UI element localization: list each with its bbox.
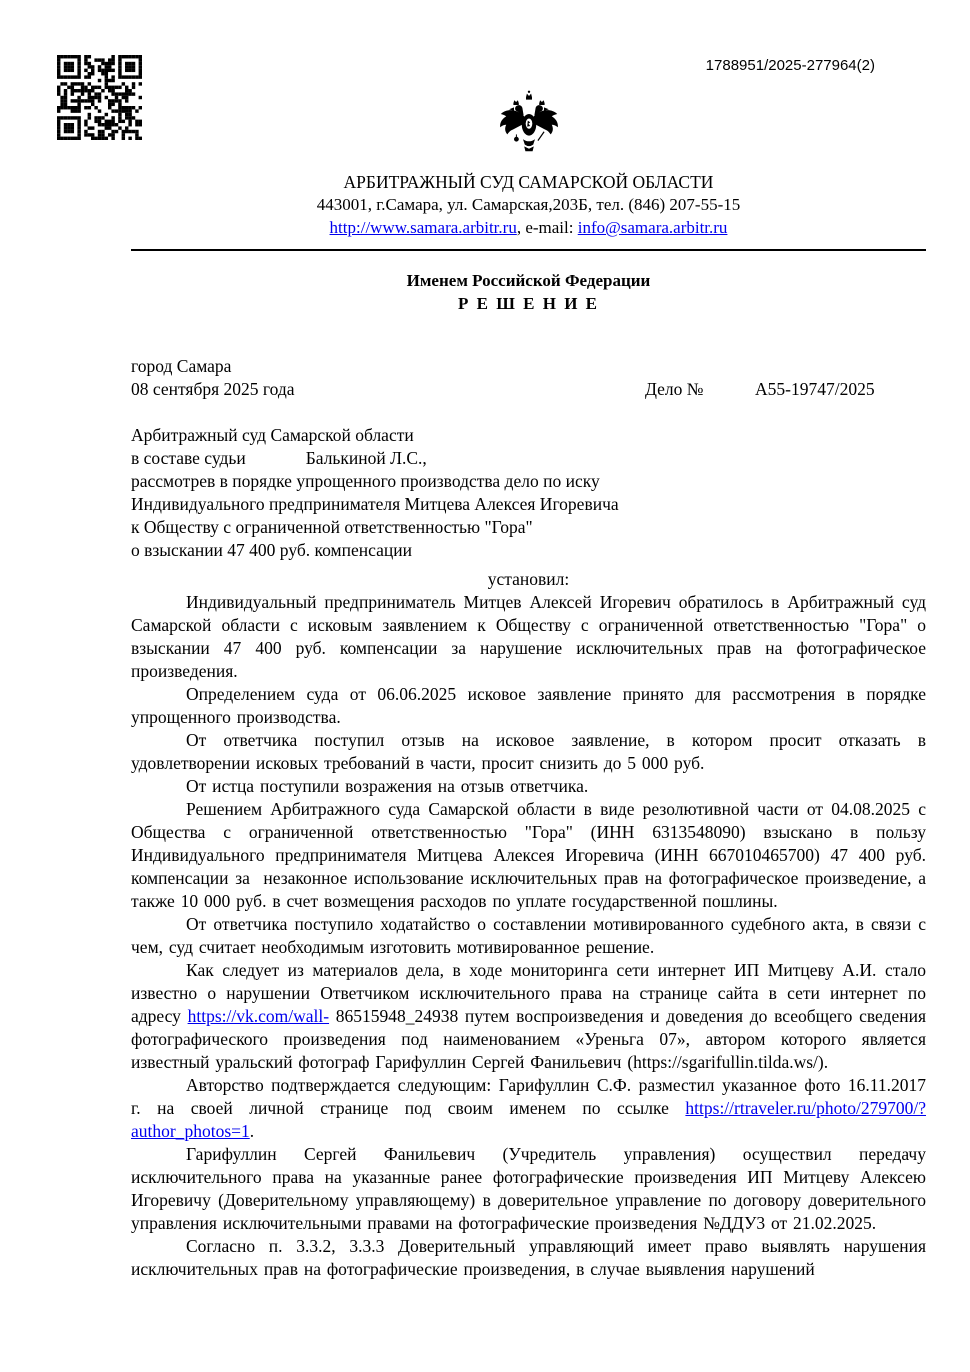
decision-date: 08 сентября 2025 года	[131, 379, 295, 399]
paragraph-text: От ответчика поступил отзыв на исковое заявление, в котором просит отказать в удовлетворении исковых требований в части, просит снизить до 5 000 руб.	[131, 730, 926, 773]
paragraph	[131, 1235, 926, 1281]
court-address: 443001, г.Самара, ул. Самарская,203Б, тел. (846) 207-55-15	[316, 195, 741, 214]
inline-link[interactable]: https://vk.com/wall-	[187, 1006, 330, 1026]
city-line: город Самара	[131, 356, 232, 376]
paragraph	[131, 775, 926, 798]
date-case-row	[131, 378, 926, 401]
paragraph-text: От ответчика поступило ходатайство о составлении мотивированного судебного акта, в связи с чем, суд считает необходимым изготовить мотивированное решение.	[131, 914, 926, 957]
court-website-link[interactable]: http://www.samara.arbitr.ru	[329, 218, 517, 237]
paragraph	[131, 913, 926, 959]
court-contacts	[131, 216, 926, 239]
court-name: АРБИТРАЖНЫЙ СУД САМАРСКОЙ ОБЛАСТИ	[343, 172, 714, 192]
composition-defendant: к Обществу с ограниченной ответственностью "Гора"	[131, 517, 533, 537]
header-divider	[131, 249, 926, 251]
coat-of-arms-icon	[496, 90, 562, 162]
paragraph-text: Определением суда от 06.06.2025 исковое заявление принято для рассмотрения в порядке упрощенного производства.	[131, 684, 926, 727]
paragraph	[131, 798, 926, 913]
paragraph	[131, 959, 926, 1074]
document-number: 1788951/2025-277964(2)	[705, 57, 875, 74]
paragraph-text: Решением Арбитражного суда Самарской области в виде резолютивной части от 04.08.2025 с Общества с ограниченной ответственностью "Гора" (ИНН 6313548090) взыскано в пользу Индивидуального предпринимателя Митцева Алексея Игоревича (ИНН 667010465700) 47 400 руб. компенсации за незаконное использование исключительных прав на фотографическое произведение, а также 10 000 руб. в счет возмещения расходов по уплате государственной пошлины.	[131, 799, 926, 911]
paragraph-text: Гарифуллин Сергей Фанильевич (Учредитель управления) осуществил передачу исключительного права на указанные ранее фотографические произведения ИП Митцеву Алексею Игоревичу (Доверительному управляющему) в доверительное управление по договору доверительного управления исключительными правами на фотографические произведения №ДДУ3 от 21.02.2025.	[131, 1144, 926, 1233]
paragraph-text: 86515948_24938 путем воспроизведения и доведения до всеобщего сведения фотографического произведения под наименованием «Уреньга 07», автором которого является известный уральский фотограф Гарифуллин Сергей Фанильевич (https://sgarifullin.tilda.ws/).	[131, 1006, 926, 1072]
composition-judge	[131, 447, 926, 470]
paragraph-text: Авторство подтверждается следующим: Гарифуллин С.Ф. разместил указанное фото 16.11.2017 г. на своей личной странице под своим именем по ссылке	[131, 1075, 926, 1118]
decision-title: Р Е Ш Е Н И Е	[457, 294, 599, 313]
composition-plaintiff: Индивидуального предпринимателя Митцева Алексея Игоревича	[131, 494, 619, 514]
paragraph-text: Согласно п. 3.3.2, 3.3.3 Доверительный управляющий имеет право выявлять нарушения исключительных прав на фотографические произведения, в случае выявления нарушений	[131, 1236, 926, 1279]
court-header	[131, 0, 926, 239]
composition-court: Арбитражный суд Самарской области	[131, 425, 414, 445]
court-composition	[131, 424, 926, 562]
judge-prefix: в составе судьи	[131, 448, 246, 468]
paragraph	[131, 591, 926, 683]
email-separator: , e-mail:	[516, 218, 578, 237]
paragraph-text: Как следует из материалов дела, в ходе мониторинга сети интернет ИП Митцеву А.И. стало известно о нарушении Ответчиком исключительного права на странице сайта в сети интернет по адресу	[131, 960, 926, 1026]
in-the-name-title: Именем Российской Федерации	[406, 271, 651, 290]
composition-claim: о взыскании 47 400 руб. компенсации	[131, 540, 412, 560]
paragraph	[131, 1143, 926, 1235]
paragraph	[131, 1074, 926, 1143]
qr-code	[57, 55, 142, 140]
established-label: установил:	[487, 569, 570, 589]
paragraph-text: .	[249, 1121, 255, 1141]
case-label: Дело №	[645, 379, 704, 399]
court-email-link[interactable]: info@samara.arbitr.ru	[577, 218, 728, 237]
inline-link[interactable]: https://rtraveler.ru/photo/279700/?author_photos=1	[131, 1098, 926, 1141]
paragraph-text: От истца поступили возражения на отзыв ответчика.	[186, 776, 589, 796]
paragraph-text: Индивидуальный предприниматель Митцев Алексей Игоревич обратилось в Арбитражный суд Самарской области с исковым заявлением к Обществу с ограниченной ответственностью "Гора" о взыскании 47 400 руб. компенсации за нарушение исключительных прав на фотографическое произведения.	[131, 592, 926, 681]
decision-body	[131, 591, 926, 1281]
judge-name: Балькиной Л.С.,	[305, 448, 427, 468]
document-content	[131, 0, 926, 1281]
case-number: А55-19747/2025	[755, 379, 875, 399]
paragraph	[131, 683, 926, 729]
paragraph	[131, 729, 926, 775]
composition-procedure: рассмотрев в порядке упрощенного производства дело по иску	[131, 471, 600, 491]
title-block	[131, 269, 926, 315]
